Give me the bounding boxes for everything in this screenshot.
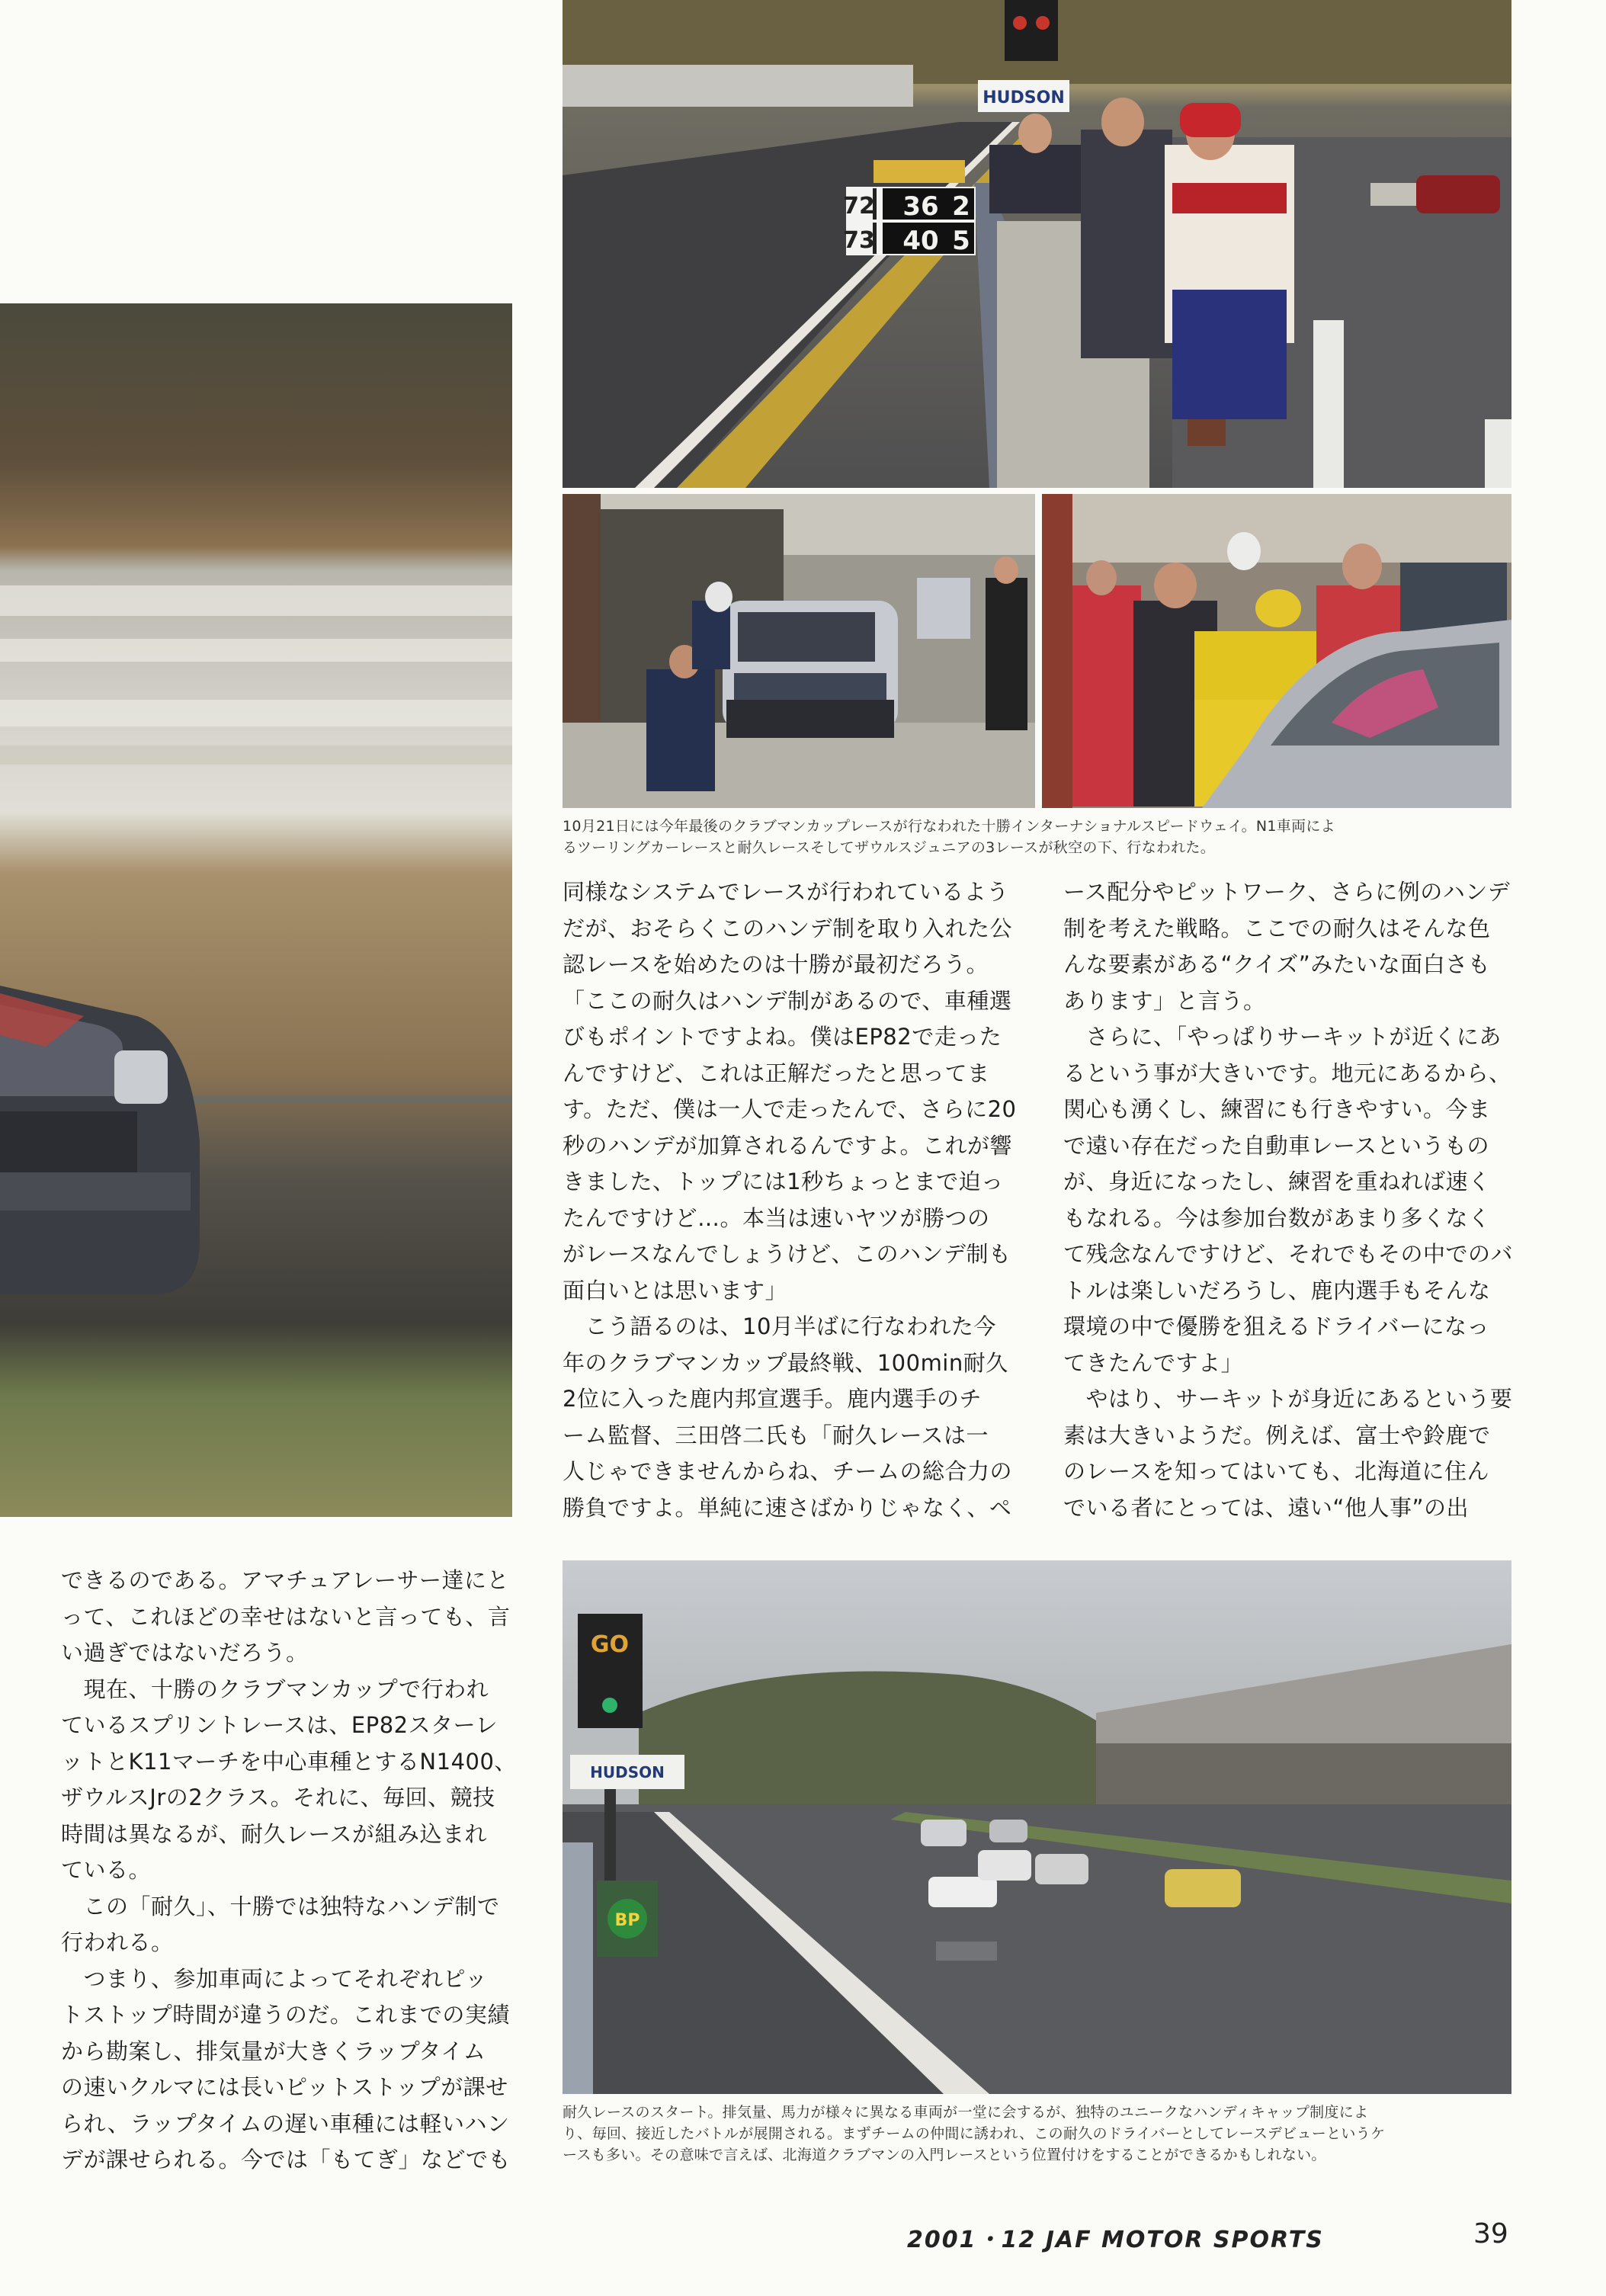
magazine-title: 2001・12 JAF MOTOR SPORTS [907, 2227, 1324, 2253]
svg-text:36: 36 [902, 191, 939, 222]
svg-text:HUDSON: HUDSON [590, 1763, 665, 1781]
blurred-race-car-photo [0, 303, 512, 1517]
article-column-middle: 同様なシステムでレースが行われているよう だが、おそらくこのハンデ制を取り入れた公 認レースを始めたのは十勝が最初だろう。 「ここの耐久はハンデ制があるので、車種選 びもポイントですよね。僕はEP82で走った んですけど、これは正解だったと思ってま す。ただ、僕は一人で走ったんで、さらに20 秒のハンデが加算されるんですよ。これが響 きました、トップには1秒ちょっとまで迫っ たんですけど…。本当は速いヤツが勝つの がレースなんでしょうけど、このハンデ制も 面白いとは思います」 こう語るのは、10月半ばに行なわれた今 年のクラブマンカップ最終戦、100min耐久 2位に入った鹿内邦宣選手。鹿内選手のチ ーム監督、三田啓二氏も「耐久レースは一 人じゃできませんからね、チームの総合力の 勝負ですよ。単純に速さばかりじゃなく、ペ [563, 879, 1017, 1521]
race-start-photo [563, 1560, 1511, 2094]
svg-text:GO: GO [590, 1631, 630, 1658]
top-photo-caption: 10月21日には今年最後のクラブマンカップレースが行なわれた十勝インターナショナルスピードウェイ。N1車両によ るツーリングカーレースと耐久レースそしてザウルスジュニアの3レースが秋空の下、行なわれた。 [563, 818, 1335, 856]
svg-text:40: 40 [902, 226, 939, 256]
article-column-left: できるのである。アマチュアレーサー達にと って、これほどの幸せはないと言っても、言 い過ぎではないだろう。 現在、十勝のクラブマンカップで行われ ているスプリントレースは、EP82スターレ ットとK11マーチを中心車種とするN1400、 ザウルスJrの2クラス。それに、毎回、競技 時間は異なるが、耐久レースが組み込まれ ている。 この「耐久」、十勝では独特なハンデ制で 行われる。 つまり、参加車両によってそれぞれピッ トストップ時間が違うのだ。これまでの実績 から勘案し、排気量が大きくラップタイム の速いクルマには長いピットストップが課せ られ、ラップタイムの遅い車種には軽いハン デが課せられる。今では「もてぎ」などでも [61, 1567, 517, 2173]
svg-text:BP: BP [614, 1911, 640, 1930]
article-column-right: ース配分やピットワーク、さらに例のハンデ 制を考えた戦略。ここでの耐久はそんな色 んな要素がある“クイズ”みたいな面白さも あります」と言う。 さらに、「やっぱりサーキットが近くにあ るという事が大きいです。地元にあるから、 関心も湧くし、練習にも行きやすい。今ま で遠い存在だった自動車レースというもの が、身近になったし、練習を重ねれば速く もなれる。今は参加台数があまり多くなく て残念なんですけど、それでもその中でのバ トルは楽しいだろうし、鹿内選手もそんな 環境の中で優勝を狙えるドライバーになっ てきたんですよ」 やはり、サーキットが身近にあるという要 素は大きいようだ。例えば、富士や鈴鹿で のレースを知ってはいても、北海道に住ん でいる者にとっては、遠い“他人事”の出 [1063, 879, 1514, 1521]
svg-text:73: 73 [843, 227, 875, 254]
race-crew-photo [1042, 494, 1511, 808]
svg-text:72: 72 [843, 193, 875, 220]
bottom-photo-caption: 耐久レースのスタート。排気量、馬力が様々に異なる車両が一堂に会するが、独特のユニークなハンディキャップ制度によ り、毎回、接近したバトルが展開される。まずチームの仲間に誘われ、この耐久のドライバーとしてレースデビューというケ ースも多い。その意味で言えば、北海道クラブマンの入門レースという位置付けをすることができるかもしれない。 [563, 2104, 1386, 2163]
page-number: 39 [1473, 2218, 1508, 2250]
svg-text:5: 5 [952, 226, 970, 256]
svg-text:HUDSON: HUDSON [983, 88, 1065, 107]
svg-text:2: 2 [952, 191, 970, 222]
pit-wall-sign-board-photo [563, 0, 1511, 488]
pit-lane-car-photo [563, 494, 1035, 808]
